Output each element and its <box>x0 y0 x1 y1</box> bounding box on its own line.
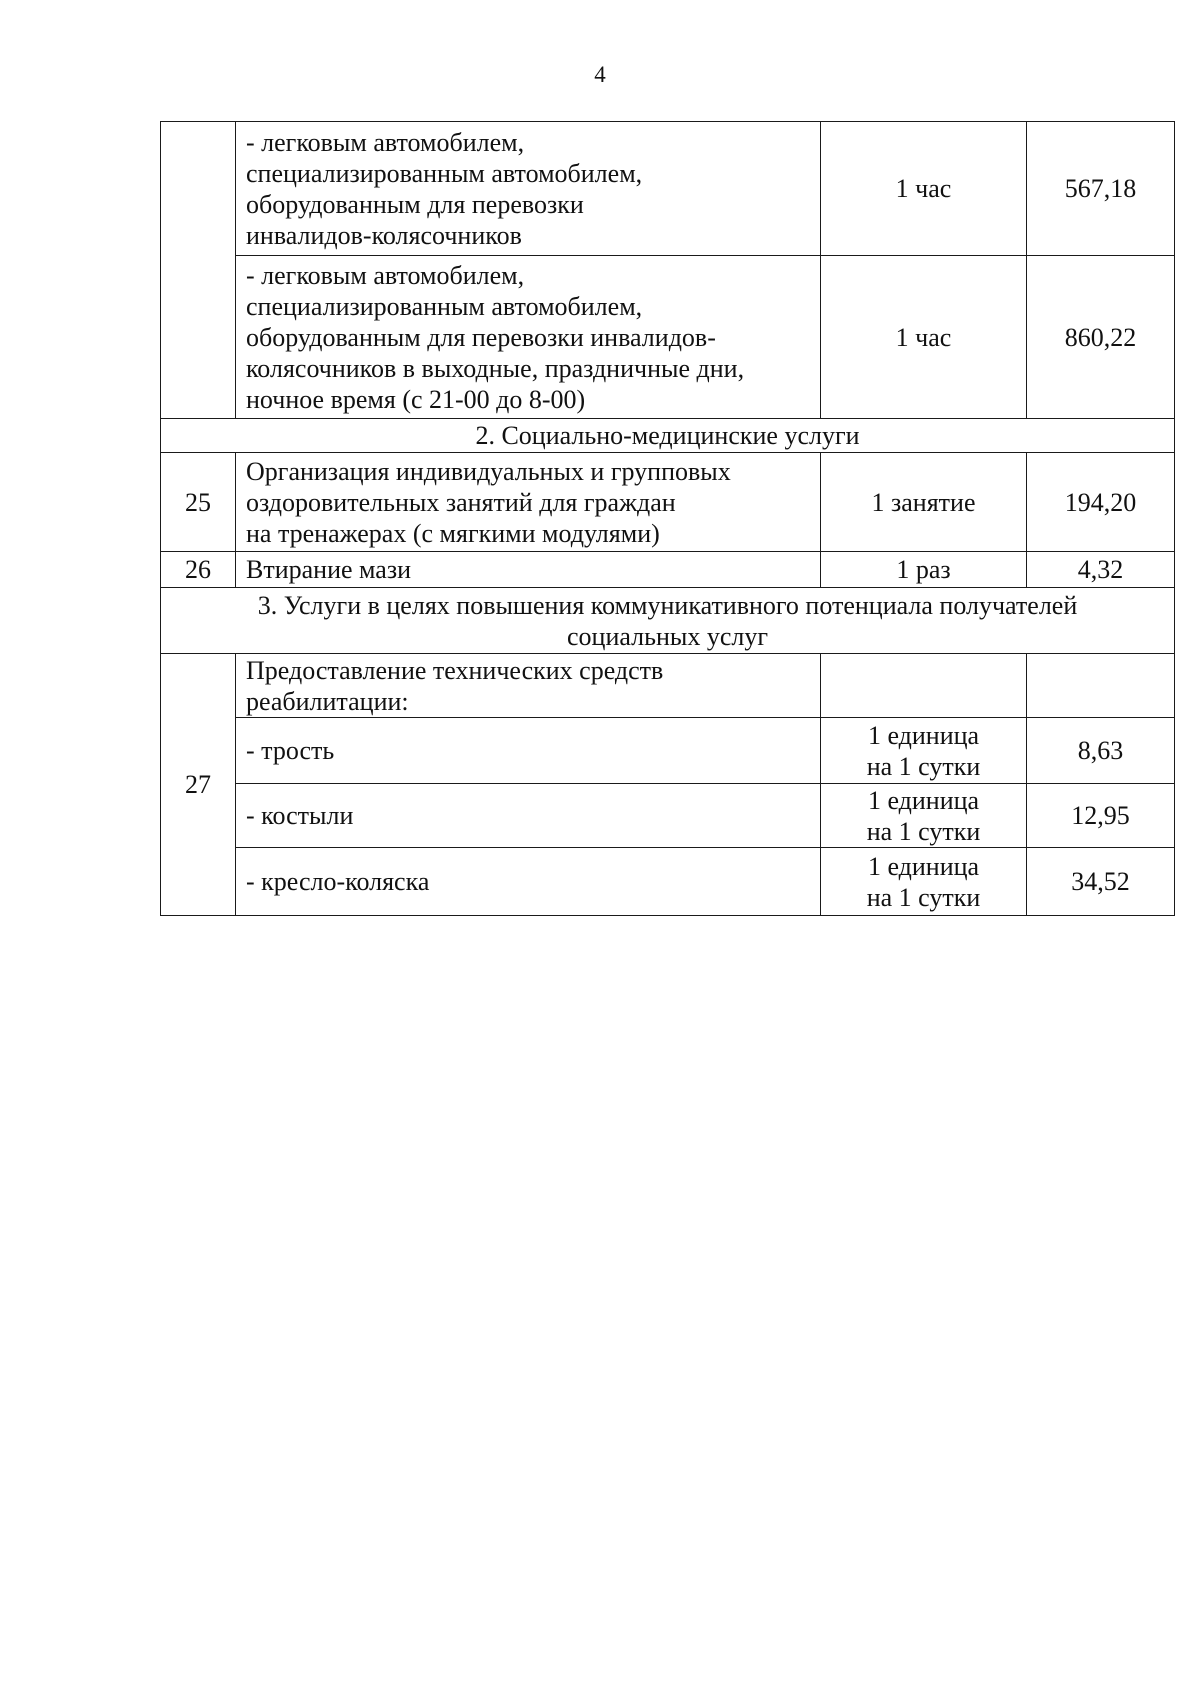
service-description: - трость <box>236 718 821 784</box>
table-row <box>161 256 1175 419</box>
table-row <box>161 718 1175 784</box>
section-header-row <box>161 419 1175 453</box>
tariff-table <box>160 121 1175 916</box>
row-number: 26 <box>161 552 236 588</box>
row-number: 27 <box>161 654 236 916</box>
row-number-cell <box>161 122 236 419</box>
section-title: 2. Социально-медицинские услуги <box>161 419 1175 453</box>
service-description: - легковым автомобилем, специализированным автомобилем, оборудованным для перевозки инвалидов-колясочников <box>236 122 821 256</box>
unit-cell: 1 единица на 1 сутки <box>821 848 1027 916</box>
page-number: 4 <box>594 62 606 87</box>
table-row <box>161 784 1175 848</box>
service-description: Предоставление технических средств реабилитации: <box>236 654 821 718</box>
price-cell: 4,32 <box>1027 552 1175 588</box>
table-row <box>161 122 1175 256</box>
row-number: 25 <box>161 453 236 552</box>
section-title: 3. Услуги в целях повышения коммуникативного потенциала получателей социальных услуг <box>161 588 1175 654</box>
unit-cell: 1 единица на 1 сутки <box>821 784 1027 848</box>
table-row <box>161 552 1175 588</box>
unit-cell <box>821 654 1027 718</box>
table-row <box>161 654 1175 718</box>
service-description: Втирание мази <box>236 552 821 588</box>
unit-cell: 1 час <box>821 122 1027 256</box>
unit-cell: 1 час <box>821 256 1027 419</box>
unit-cell: 1 занятие <box>821 453 1027 552</box>
service-description: - кресло-коляска <box>236 848 821 916</box>
price-cell: 194,20 <box>1027 453 1175 552</box>
service-description: - легковым автомобилем, специализированным автомобилем, оборудованным для перевозки инвалидов- колясочников в выходные, праздничные дни, ночное время (с 21-00 до 8-00) <box>236 256 821 419</box>
table-row <box>161 453 1175 552</box>
service-description: - костыли <box>236 784 821 848</box>
price-cell: 8,63 <box>1027 718 1175 784</box>
unit-cell: 1 единица на 1 сутки <box>821 718 1027 784</box>
price-cell: 34,52 <box>1027 848 1175 916</box>
price-cell: 12,95 <box>1027 784 1175 848</box>
service-description: Организация индивидуальных и групповых оздоровительных занятий для граждан на тренажерах (с мягкими модулями) <box>236 453 821 552</box>
price-cell: 567,18 <box>1027 122 1175 256</box>
price-cell <box>1027 654 1175 718</box>
unit-cell: 1 раз <box>821 552 1027 588</box>
price-cell: 860,22 <box>1027 256 1175 419</box>
table-row <box>161 848 1175 916</box>
section-header-row <box>161 588 1175 654</box>
